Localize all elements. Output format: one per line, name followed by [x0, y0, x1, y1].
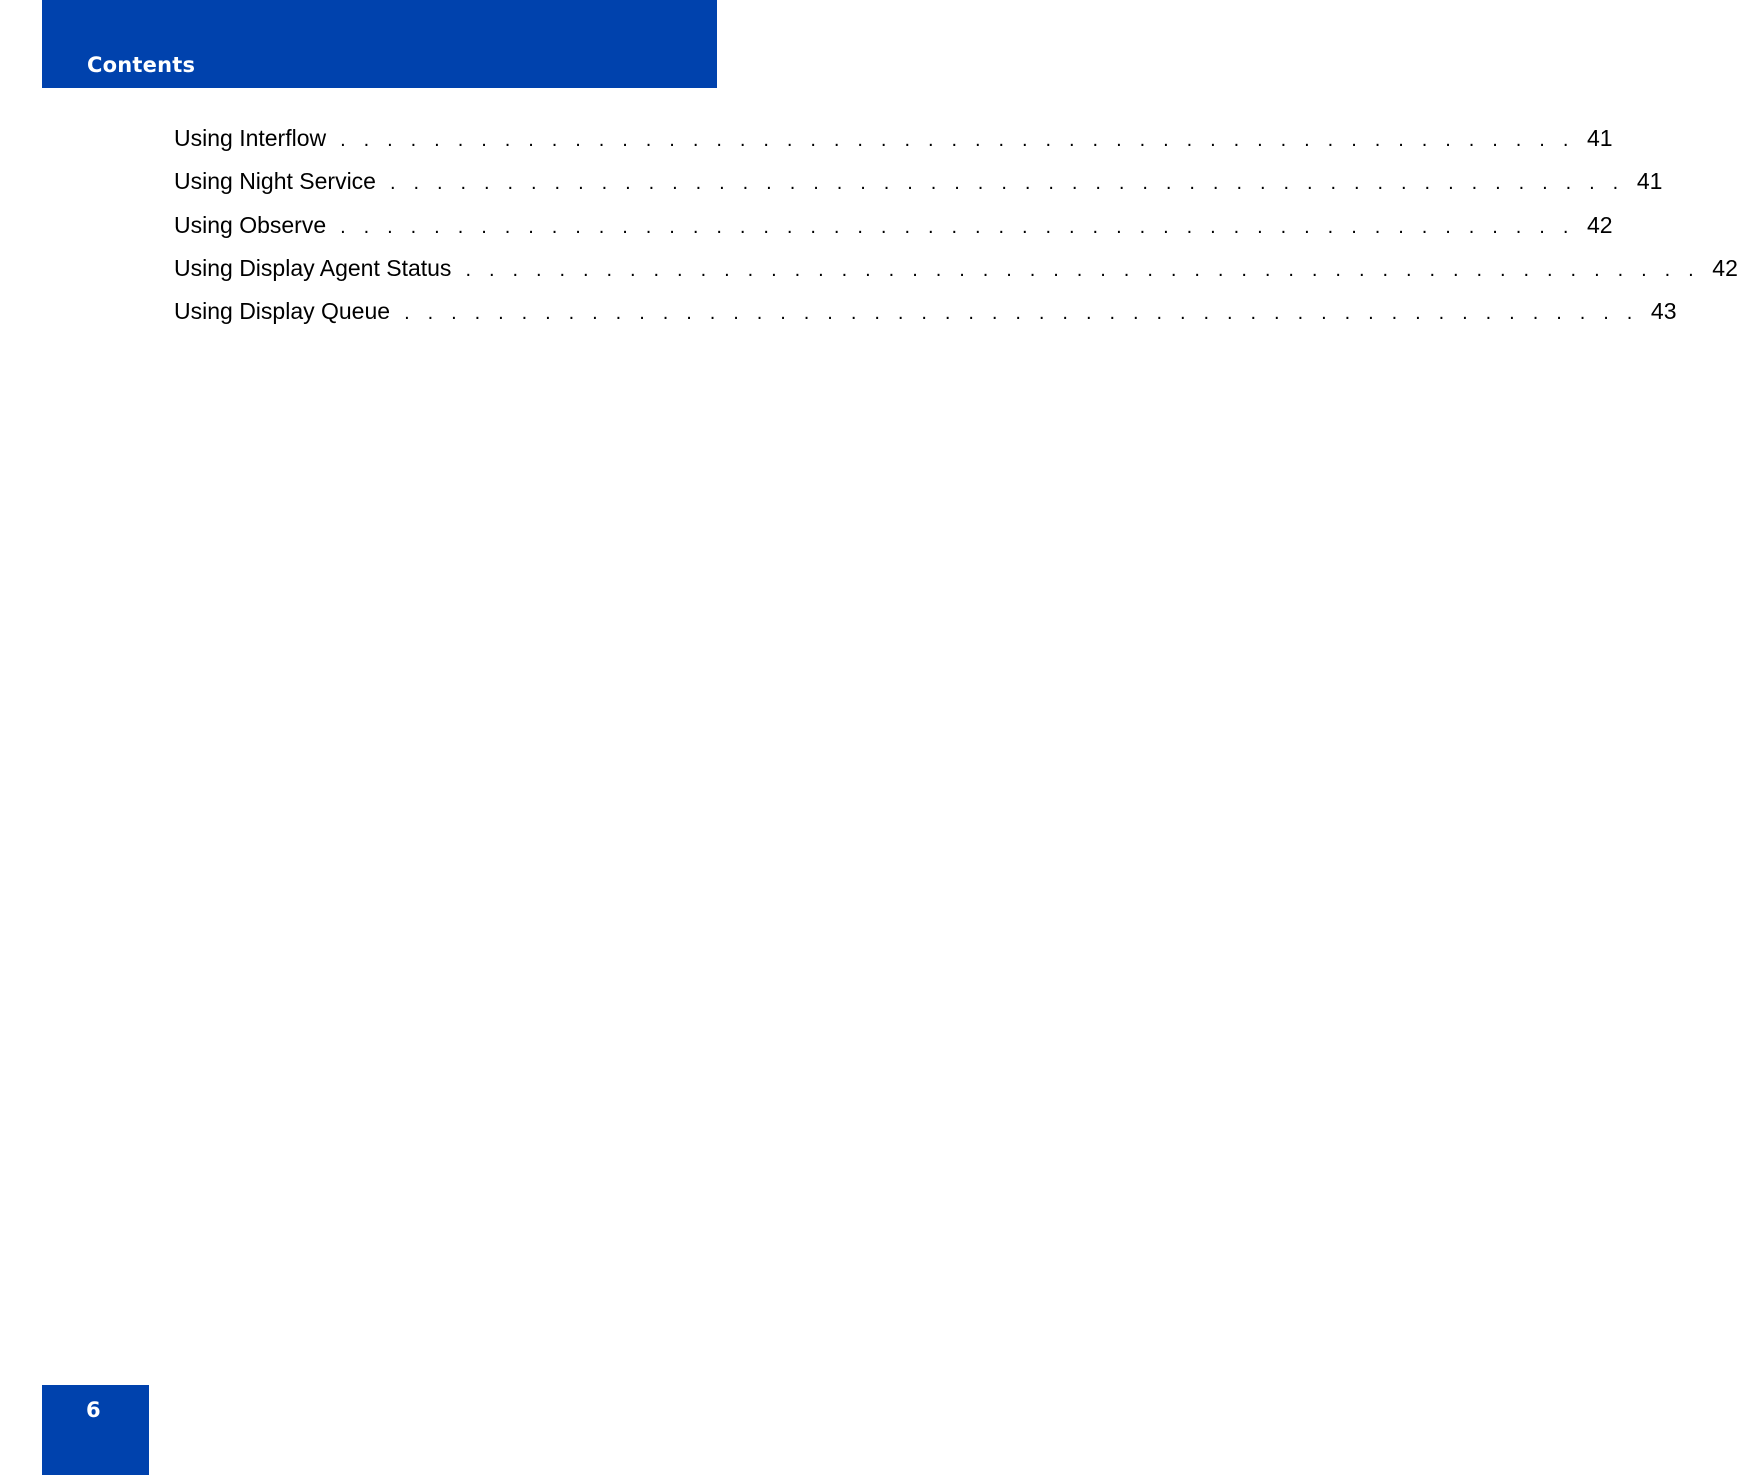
- toc-entry-page: 42: [1586, 211, 1613, 238]
- toc-entry-using-interflow[interactable]: [174, 122, 1613, 165]
- toc-dot-leader: . . . . . . . . . . . . . . . . . . . . . . . . . . . . . . . . . . . . . . . . . . . . . . . . . . . . .: [340, 129, 1575, 151]
- table-of-contents: [174, 122, 1738, 338]
- toc-entry-page: 42: [1712, 254, 1738, 281]
- page-number: 6: [86, 1398, 101, 1422]
- toc-dot-leader: . . . . . . . . . . . . . . . . . . . . . . . . . . . . . . . . . . . . . . . . . . . . . . . . . . . . .: [404, 302, 1639, 325]
- toc-entry-title: Using Night Service: [174, 168, 376, 195]
- toc-entry-using-night-service[interactable]: [174, 165, 1663, 208]
- toc-entry-page: 41: [1636, 168, 1663, 195]
- toc-dot-leader: . . . . . . . . . . . . . . . . . . . . . . . . . . . . . . . . . . . . . . . . . . . . . . . . . . . . .: [340, 215, 1575, 238]
- toc-entry-title: Using Interflow: [174, 125, 327, 151]
- page-section-title: Contents: [87, 53, 196, 77]
- toc-entry-using-display-queue[interactable]: [174, 295, 1677, 338]
- header-band: [42, 0, 717, 88]
- toc-dot-leader: . . . . . . . . . . . . . . . . . . . . . . . . . . . . . . . . . . . . . . . . . . . . . . . . . . . . .: [389, 172, 1625, 195]
- toc-entry-page: 43: [1650, 298, 1677, 325]
- toc-entry-title: Using Observe: [174, 211, 327, 238]
- toc-entry-using-observe[interactable]: [174, 209, 1613, 252]
- footer-page-box: [42, 1385, 149, 1475]
- toc-entry-title: Using Display Agent Status: [174, 254, 452, 281]
- toc-entry-title: Using Display Queue: [174, 298, 391, 325]
- toc-dot-leader: . . . . . . . . . . . . . . . . . . . . . . . . . . . . . . . . . . . . . . . . . . . . . . . . . . . . .: [465, 258, 1700, 281]
- toc-entry-page: 41: [1586, 125, 1613, 151]
- toc-entry-using-display-agent-status[interactable]: [174, 252, 1738, 295]
